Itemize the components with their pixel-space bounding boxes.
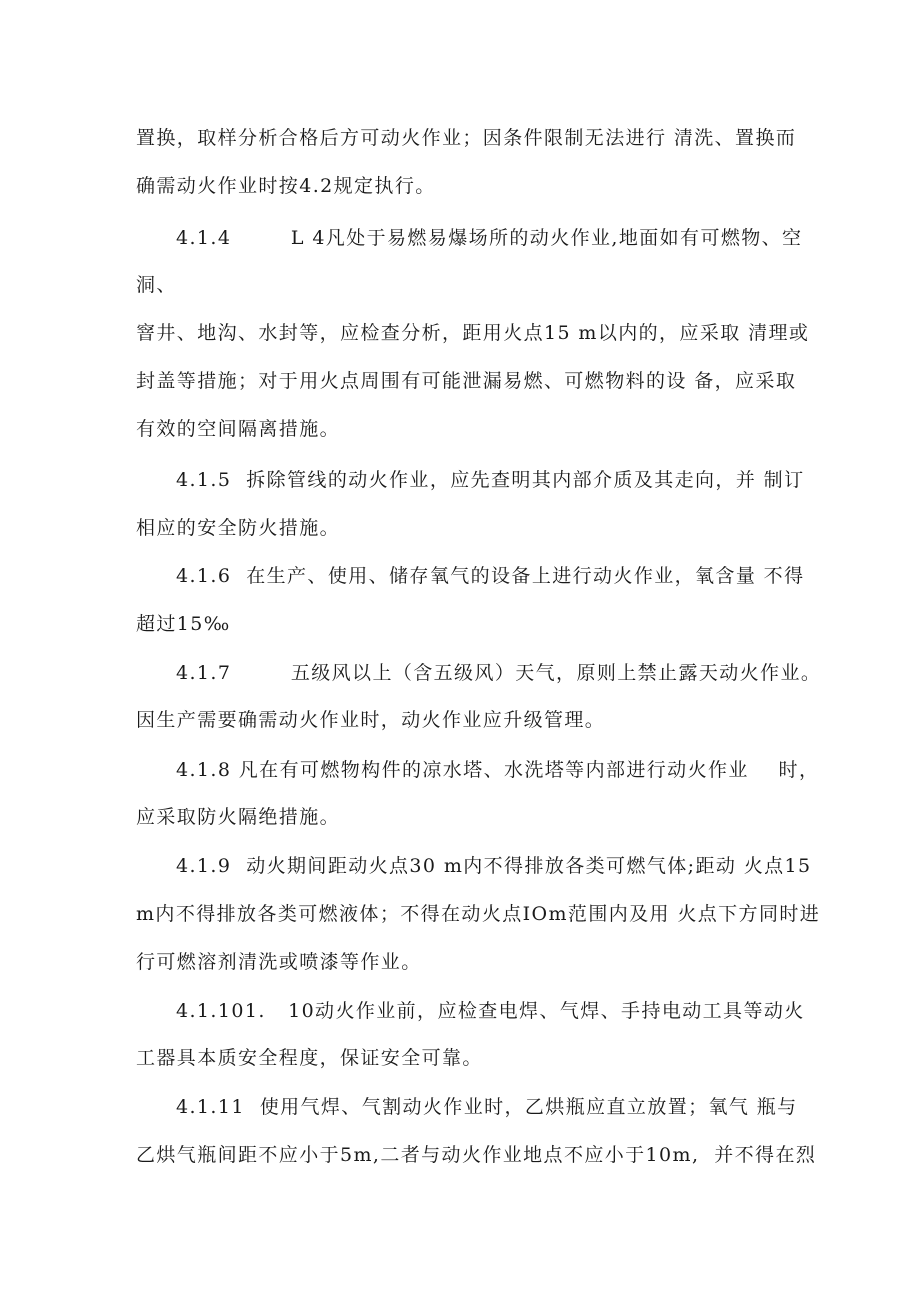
text-line: 乙烘气瓶间距不应小于5m,二者与动火作业地点不应小于10m, 并不得在烈 xyxy=(136,1144,817,1166)
text-line: m内不得排放各类可燃液体；不得在动火点IOm范围内及用 火点下方同时进 xyxy=(136,903,821,925)
text-line: 相应的安全防火措施。 xyxy=(136,517,341,539)
clause-4-1-5: 4.1.5 拆除管线的动火作业，应先查明其内部介质及其走向，并 制订 xyxy=(176,469,805,491)
text-line: 确需动火作业时按4.2规定执行。 xyxy=(136,175,436,197)
text-line: 因生产需要确需动火作业时，动火作业应升级管理。 xyxy=(136,709,606,731)
clause-4-1-4: 4.1.4 L 4凡处于易燃易爆场所的动火作业,地面如有可燃物、空 xyxy=(176,227,803,249)
clause-4-1-7: 4.1.7 五级风以上（含五级风）天气，原则上禁止露天动火作业。 xyxy=(176,662,822,684)
text-line: 超过15‰ xyxy=(136,613,231,635)
text-line: 置换，取样分析合格后方可动火作业；因条件限制无法进行 清洗、置换而 xyxy=(136,127,797,149)
clause-4-1-9: 4.1.9 动火期间距动火点30 m内不得排放各类可燃气体;距动 火点15 xyxy=(176,855,812,877)
clause-4-1-10: 4.1.101. 10动火作业前，应检查电焊、气焊、手持电动工具等动火 xyxy=(176,1000,805,1022)
clause-4-1-6: 4.1.6 在生产、使用、储存氧气的设备上进行动火作业，氧含量 不得 xyxy=(176,565,805,587)
clause-4-1-11: 4.1.11 使用气焊、气割动火作业时，乙烘瓶应直立放置；氧气 瓶与 xyxy=(176,1096,798,1118)
clause-4-1-8: 4.1.8 凡在有可燃物构件的凉水塔、水洗塔等内部进行动火作业 时， xyxy=(176,759,820,781)
text-line: 有效的空间隔离措施。 xyxy=(136,418,341,440)
text-line: 应采取防火隔绝措施。 xyxy=(136,806,341,828)
text-line: 行可燃溶剂清洗或喷漆等作业。 xyxy=(136,951,422,973)
text-line: 工器具本质安全程度，保证安全可靠。 xyxy=(136,1047,483,1069)
text-line: 窨井、地沟、水封等，应检查分析，距用火点15 m以内的，应采取 清理或 xyxy=(136,322,810,344)
text-line: 封盖等措施；对于用火点周围有可能泄漏易燃、可燃物料的设 备，应采取 xyxy=(136,370,797,392)
text-line: 洞、 xyxy=(136,274,177,296)
